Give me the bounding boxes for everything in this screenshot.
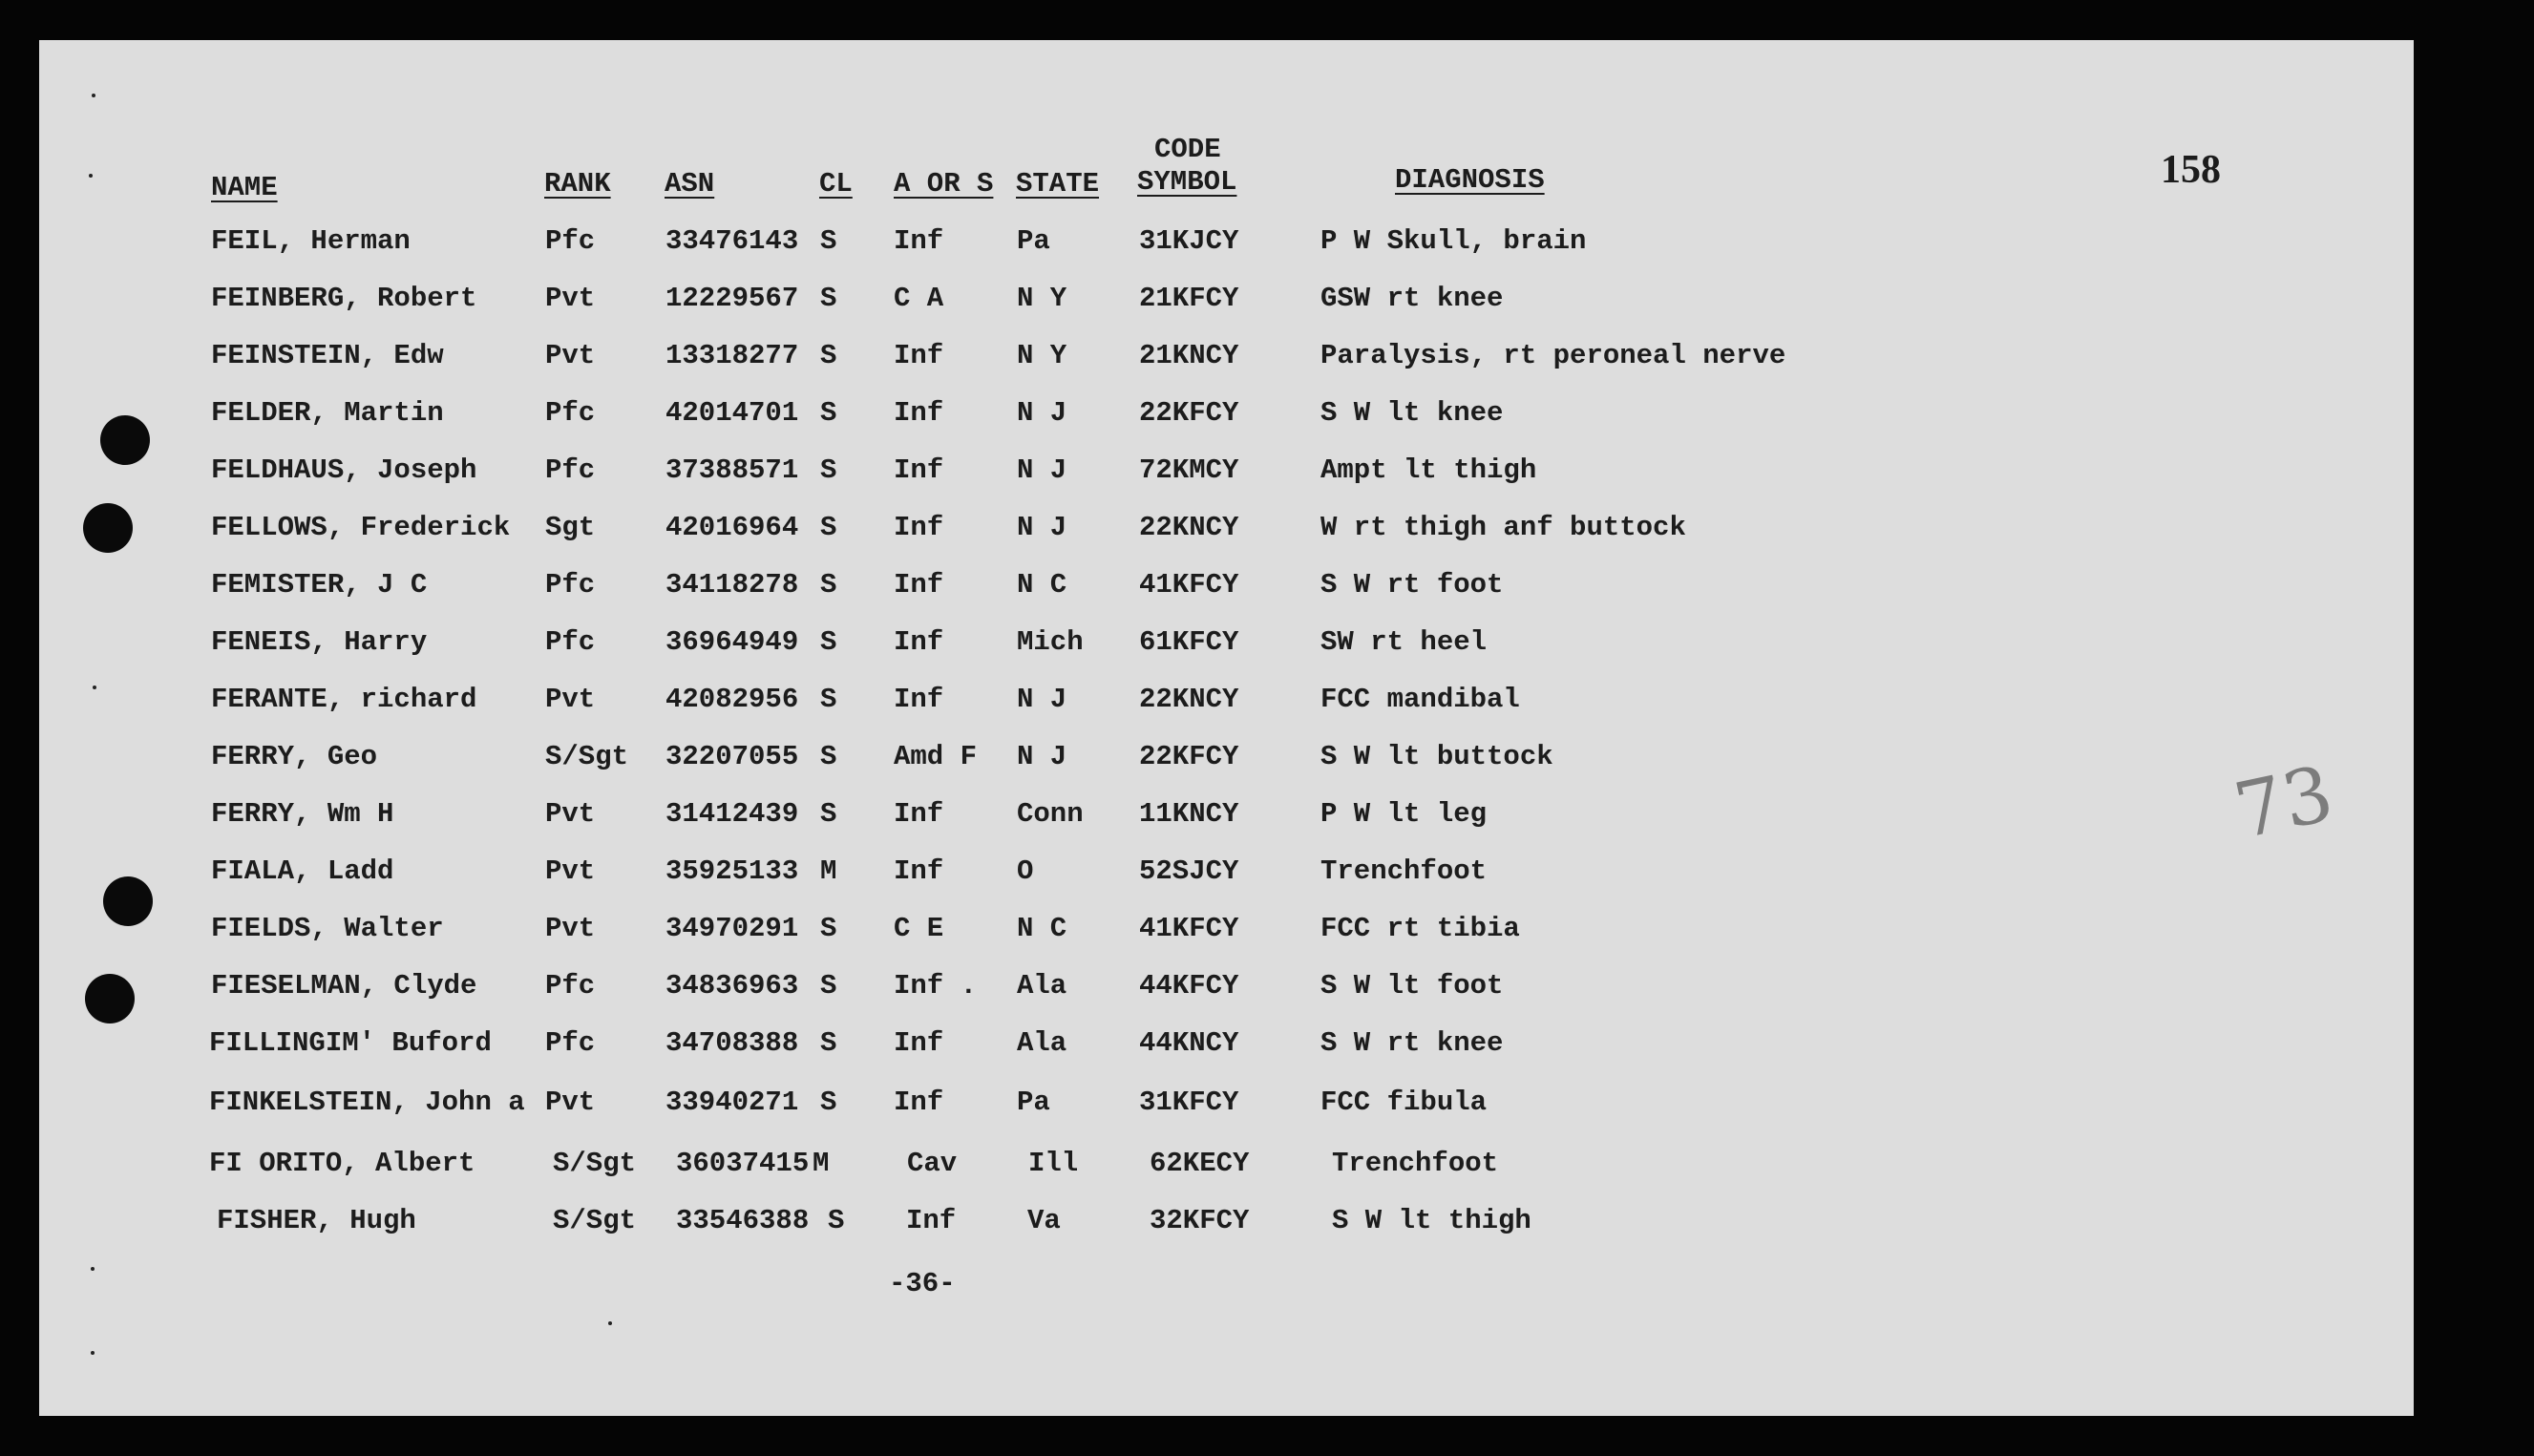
cell-rank: S/Sgt <box>545 741 629 772</box>
cell-asn: 31412439 <box>665 798 799 830</box>
cell-state: N C <box>1017 569 1067 601</box>
cell-a-or-s: Inf <box>906 1205 957 1236</box>
cell-diagnosis: FCC mandibal <box>1320 684 1520 715</box>
cell-name: FELDER, Martin <box>211 397 444 429</box>
header-a-or-s: A OR S <box>894 168 994 200</box>
cell-asn: 33546388 <box>676 1205 810 1236</box>
cell-a-or-s: Cav <box>907 1148 958 1179</box>
cell-rank: Pvt <box>545 684 596 715</box>
cell-asn: 36037415 <box>676 1148 810 1179</box>
cell-code: 52SJCY <box>1139 855 1239 887</box>
cell-cl: S <box>820 454 837 486</box>
cell-rank: Pvt <box>545 340 596 371</box>
cell-code: 44KNCY <box>1139 1027 1239 1059</box>
header-state: STATE <box>1016 168 1100 200</box>
cell-asn: 12229567 <box>665 283 799 314</box>
cell-asn: 13318277 <box>665 340 799 371</box>
cell-cl: S <box>828 1205 845 1236</box>
cell-code: 41KFCY <box>1139 569 1239 601</box>
film-speck <box>89 174 93 178</box>
cell-state: N J <box>1017 454 1067 486</box>
table-row <box>39 397 2414 435</box>
cell-cl: M <box>813 1148 830 1179</box>
cell-a-or-s: Inf . <box>894 970 978 1002</box>
table-row <box>39 1148 2414 1186</box>
cell-name: FERRY, Wm H <box>211 798 394 830</box>
cell-asn: 35925133 <box>665 855 799 887</box>
table-row <box>39 970 2414 1008</box>
cell-a-or-s: Inf <box>894 798 944 830</box>
cell-name: FELLOWS, Frederick <box>211 512 511 543</box>
cell-name: FERRY, Geo <box>211 741 378 772</box>
table-row <box>39 283 2414 321</box>
cell-rank: Pvt <box>545 855 596 887</box>
cell-cl: S <box>820 798 837 830</box>
cell-cl: S <box>820 626 837 658</box>
cell-rank: Sgt <box>545 512 596 543</box>
cell-name: FILLINGIM' Buford <box>209 1027 492 1059</box>
cell-name: FEINBERG, Robert <box>211 283 477 314</box>
cell-diagnosis: GSW rt knee <box>1320 283 1504 314</box>
cell-code: 22KFCY <box>1139 397 1239 429</box>
cell-code: 32KFCY <box>1150 1205 1250 1236</box>
header-code-symbol <box>1137 134 1236 199</box>
cell-code: 31KFCY <box>1139 1087 1239 1118</box>
film-speck <box>91 1267 95 1271</box>
cell-rank: Pfc <box>545 454 596 486</box>
cell-state: Conn <box>1017 798 1084 830</box>
cell-rank: Pfc <box>545 569 596 601</box>
cell-cl: S <box>820 340 837 371</box>
cell-diagnosis: W rt thigh anf buttock <box>1320 512 1686 543</box>
header-name: NAME <box>211 172 278 203</box>
table-row <box>39 913 2414 951</box>
cell-diagnosis: Trenchfoot <box>1320 855 1488 887</box>
cell-cl: S <box>820 569 837 601</box>
table-row <box>39 1027 2414 1066</box>
cell-state: Ala <box>1017 1027 1067 1059</box>
footer-page-number: -36- <box>889 1268 956 1299</box>
cell-cl: S <box>820 1027 837 1059</box>
cell-a-or-s: Inf <box>894 340 944 371</box>
cell-name: FEINSTEIN, Edw <box>211 340 444 371</box>
cell-diagnosis: FCC fibula <box>1320 1087 1488 1118</box>
cell-diagnosis: Ampt lt thigh <box>1320 454 1537 486</box>
cell-code: 31KJCY <box>1139 225 1239 257</box>
cell-name: FI ORITO, Albert <box>209 1148 475 1179</box>
header-rank: RANK <box>544 168 611 200</box>
cell-a-or-s: Inf <box>894 626 944 658</box>
cell-name: FELDHAUS, Joseph <box>211 454 477 486</box>
cell-asn: 34708388 <box>665 1027 799 1059</box>
cell-asn: 34970291 <box>665 913 799 944</box>
cell-cl: S <box>820 970 837 1002</box>
cell-state: N J <box>1017 397 1067 429</box>
header-asn: ASN <box>665 168 715 200</box>
cell-cl: S <box>820 225 837 257</box>
cell-a-or-s: Inf <box>894 855 944 887</box>
cell-rank: Pvt <box>545 1087 596 1118</box>
cell-code: 22KNCY <box>1139 512 1239 543</box>
cell-name: FIALA, Ladd <box>211 855 394 887</box>
cell-asn: 37388571 <box>665 454 799 486</box>
cell-code: 21KNCY <box>1139 340 1239 371</box>
cell-a-or-s: C A <box>894 283 944 314</box>
cell-code: 22KFCY <box>1139 741 1239 772</box>
cell-diagnosis: P W lt leg <box>1320 798 1488 830</box>
cell-name: FINKELSTEIN, John a <box>209 1087 525 1118</box>
cell-asn: 34118278 <box>665 569 799 601</box>
cell-state: N J <box>1017 741 1067 772</box>
cell-a-or-s: C E <box>894 913 944 944</box>
cell-code: 72KMCY <box>1139 454 1239 486</box>
cell-cl: S <box>820 1087 837 1118</box>
film-speck <box>92 94 95 97</box>
table-row <box>39 626 2414 665</box>
cell-code: 22KNCY <box>1139 684 1239 715</box>
cell-diagnosis: S W rt knee <box>1320 1027 1504 1059</box>
cell-diagnosis: Trenchfoot <box>1332 1148 1499 1179</box>
cell-cl: S <box>820 397 837 429</box>
cell-a-or-s: Inf <box>894 454 944 486</box>
cell-rank: Pfc <box>545 397 596 429</box>
cell-state: Va <box>1027 1205 1061 1236</box>
table-row <box>39 1087 2414 1125</box>
cell-diagnosis: S W rt foot <box>1320 569 1504 601</box>
cell-name: FEMISTER, J C <box>211 569 428 601</box>
cell-cl: S <box>820 741 837 772</box>
cell-a-or-s: Amd F <box>894 741 978 772</box>
cell-rank: Pfc <box>545 626 596 658</box>
cell-a-or-s: Inf <box>894 397 944 429</box>
page-number: 158 <box>2161 148 2221 192</box>
header-code-bottom: SYMBOL <box>1137 166 1237 198</box>
cell-cl: S <box>820 512 837 543</box>
table-row <box>39 855 2414 894</box>
cell-state: Pa <box>1017 1087 1050 1118</box>
cell-code: 21KFCY <box>1139 283 1239 314</box>
film-speck <box>91 1351 95 1355</box>
cell-asn: 34836963 <box>665 970 799 1002</box>
cell-a-or-s: Inf <box>894 1027 944 1059</box>
casualty-record-sheet <box>39 40 2414 1416</box>
cell-asn: 33940271 <box>665 1087 799 1118</box>
cell-asn: 32207055 <box>665 741 799 772</box>
table-row <box>39 684 2414 722</box>
cell-rank: Pvt <box>545 913 596 944</box>
margin-pencil-mark: 73 <box>2227 749 2341 856</box>
table-row <box>39 340 2414 378</box>
cell-state: O <box>1017 855 1034 887</box>
cell-a-or-s: Inf <box>894 225 944 257</box>
cell-name: FENEIS, Harry <box>211 626 428 658</box>
header-cl: CL <box>819 168 853 200</box>
cell-code: 44KFCY <box>1139 970 1239 1002</box>
cell-state: N Y <box>1017 283 1067 314</box>
cell-code: 61KFCY <box>1139 626 1239 658</box>
header-code-top: CODE <box>1154 134 1221 165</box>
table-row <box>39 454 2414 493</box>
cell-diagnosis: FCC rt tibia <box>1320 913 1520 944</box>
cell-diagnosis: Paralysis, rt peroneal nerve <box>1320 340 1786 371</box>
cell-code: 41KFCY <box>1139 913 1239 944</box>
cell-diagnosis: SW rt heel <box>1320 626 1488 658</box>
cell-name: FIESELMAN, Clyde <box>211 970 477 1002</box>
cell-asn: 42016964 <box>665 512 799 543</box>
cell-diagnosis: P W Skull, brain <box>1320 225 1587 257</box>
cell-cl: M <box>820 855 837 887</box>
cell-name: FISHER, Hugh <box>217 1205 416 1236</box>
cell-diagnosis: S W lt knee <box>1320 397 1504 429</box>
cell-rank: Pfc <box>545 1027 596 1059</box>
cell-diagnosis: S W lt foot <box>1320 970 1504 1002</box>
cell-rank: S/Sgt <box>553 1205 637 1236</box>
cell-rank: Pvt <box>545 283 596 314</box>
cell-a-or-s: Inf <box>894 684 944 715</box>
cell-state: N C <box>1017 913 1067 944</box>
cell-cl: S <box>820 283 837 314</box>
cell-state: N J <box>1017 684 1067 715</box>
cell-state: N Y <box>1017 340 1067 371</box>
cell-rank: Pfc <box>545 225 596 257</box>
cell-state: N J <box>1017 512 1067 543</box>
cell-state: Mich <box>1017 626 1084 658</box>
cell-diagnosis: S W lt thigh <box>1332 1205 1531 1236</box>
table-row <box>39 741 2414 779</box>
cell-rank: S/Sgt <box>553 1148 637 1179</box>
table-row <box>39 512 2414 550</box>
table-row <box>39 225 2414 264</box>
cell-code: 11KNCY <box>1139 798 1239 830</box>
cell-name: FEIL, Herman <box>211 225 411 257</box>
cell-name: FIELDS, Walter <box>211 913 444 944</box>
cell-rank: Pfc <box>545 970 596 1002</box>
cell-state: Pa <box>1017 225 1050 257</box>
cell-state: Ala <box>1017 970 1067 1002</box>
cell-cl: S <box>820 684 837 715</box>
cell-state: Ill <box>1028 1148 1079 1179</box>
cell-cl: S <box>820 913 837 944</box>
cell-code: 62KECY <box>1150 1148 1250 1179</box>
cell-a-or-s: Inf <box>894 512 944 543</box>
cell-rank: Pvt <box>545 798 596 830</box>
cell-asn: 33476143 <box>665 225 799 257</box>
cell-asn: 36964949 <box>665 626 799 658</box>
cell-asn: 42014701 <box>665 397 799 429</box>
cell-name: FERANTE, richard <box>211 684 477 715</box>
table-row <box>39 569 2414 607</box>
cell-a-or-s: Inf <box>894 1087 944 1118</box>
cell-asn: 42082956 <box>665 684 799 715</box>
cell-a-or-s: Inf <box>894 569 944 601</box>
header-diagnosis: DIAGNOSIS <box>1395 164 1545 196</box>
cell-diagnosis: S W lt buttock <box>1320 741 1553 772</box>
table-row <box>39 798 2414 836</box>
table-row <box>39 1205 2414 1243</box>
film-speck <box>608 1321 612 1325</box>
